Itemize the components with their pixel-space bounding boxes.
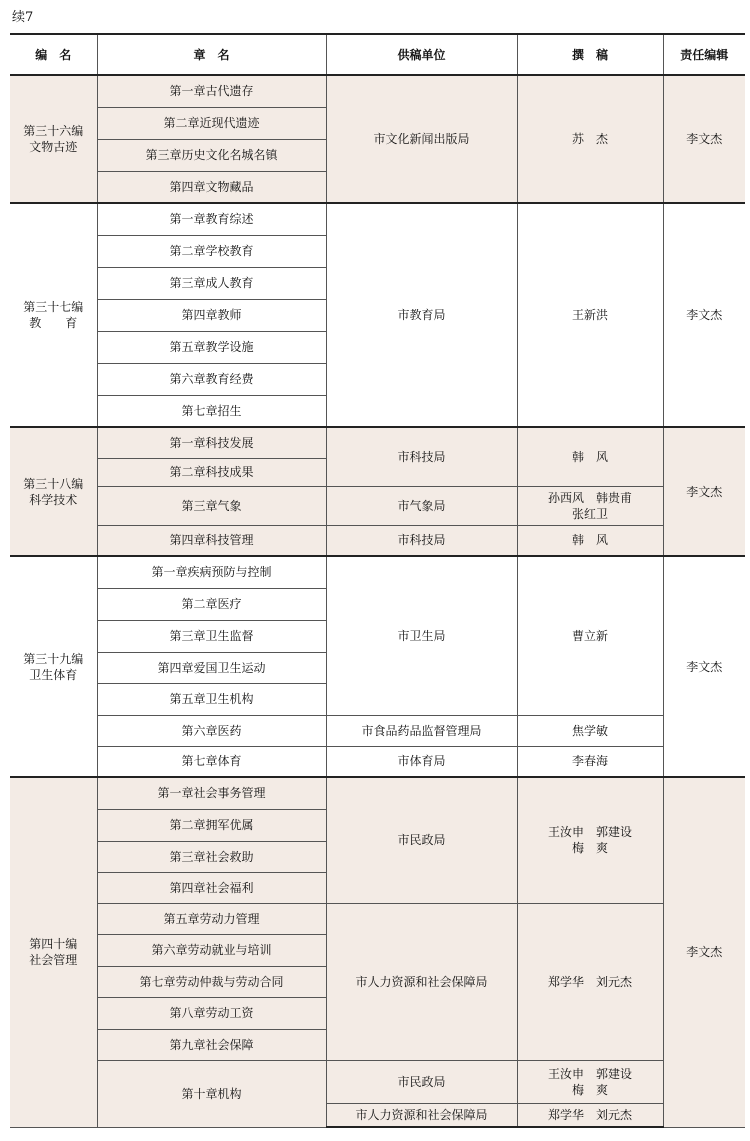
supply-unit-cell: 市民政局 bbox=[326, 1060, 517, 1103]
table-row bbox=[10, 715, 745, 746]
chapter-cell: 第一章疾病预防与控制 bbox=[97, 556, 326, 588]
chapter-cell: 第三章历史文化名城名镇 bbox=[97, 139, 326, 171]
editor-cell: 李文杰 bbox=[663, 556, 745, 777]
header-writer: 撰 稿 bbox=[517, 34, 663, 75]
section-name: 第四十编 社会管理 bbox=[10, 777, 97, 1127]
supply-unit-cell: 市科技局 bbox=[326, 525, 517, 556]
supply-unit-cell: 市人力资源和社会保障局 bbox=[326, 903, 517, 1060]
chapter-cell: 第一章古代遗存 bbox=[97, 75, 326, 107]
writer-cell: 曹立新 bbox=[517, 556, 663, 715]
chapter-cell: 第四章科技管理 bbox=[97, 525, 326, 556]
table-row bbox=[10, 556, 745, 588]
chapter-cell: 第五章卫生机构 bbox=[97, 683, 326, 715]
section-name: 第三十六编 文物古迹 bbox=[10, 75, 97, 203]
supply-unit-cell: 市科技局 bbox=[326, 427, 517, 486]
chapter-cell: 第六章医药 bbox=[97, 715, 326, 746]
chapter-cell: 第二章科技成果 bbox=[97, 458, 326, 486]
table-row bbox=[10, 203, 745, 235]
chapter-cell: 第四章爱国卫生运动 bbox=[97, 652, 326, 683]
chapter-cell: 第六章教育经费 bbox=[97, 363, 326, 395]
writer-cell: 焦学敏 bbox=[517, 715, 663, 746]
chapter-cell: 第五章劳动力管理 bbox=[97, 903, 326, 934]
chapter-cell: 第五章教学设施 bbox=[97, 331, 326, 363]
chapter-cell: 第七章体育 bbox=[97, 746, 326, 777]
table-row bbox=[10, 75, 745, 107]
table-row bbox=[10, 1060, 745, 1103]
section-name: 第三十七编 教 育 bbox=[10, 203, 97, 427]
chapter-cell: 第八章劳动工资 bbox=[97, 997, 326, 1029]
writer-cell: 王汝申 郭建设 梅 爽 bbox=[517, 777, 663, 903]
writer-cell: 韩 风 bbox=[517, 427, 663, 486]
table-row bbox=[10, 427, 745, 458]
supply-unit-cell: 市卫生局 bbox=[326, 556, 517, 715]
header-row bbox=[10, 34, 745, 75]
table-row bbox=[10, 777, 745, 809]
chapter-cell: 第一章社会事务管理 bbox=[97, 777, 326, 809]
writer-cell: 王新洪 bbox=[517, 203, 663, 427]
header-chapter-name: 章 名 bbox=[97, 34, 326, 75]
supply-unit-cell: 市教育局 bbox=[326, 203, 517, 427]
editor-cell: 李文杰 bbox=[663, 75, 745, 203]
writer-cell: 郑学华 刘元杰 bbox=[517, 1103, 663, 1127]
section-name: 第三十八编 科学技术 bbox=[10, 427, 97, 556]
supply-unit-cell: 市民政局 bbox=[326, 777, 517, 903]
chapter-cell: 第二章学校教育 bbox=[97, 235, 326, 267]
chapter-cell: 第九章社会保障 bbox=[97, 1029, 326, 1060]
table-caption: 续7 bbox=[12, 10, 34, 25]
editor-cell: 李文杰 bbox=[663, 427, 745, 556]
editorial-table bbox=[10, 33, 745, 1128]
writer-cell: 苏 杰 bbox=[517, 75, 663, 203]
header-editor: 责任编辑 bbox=[663, 34, 745, 75]
table-row bbox=[10, 903, 745, 934]
chapter-cell: 第三章成人教育 bbox=[97, 267, 326, 299]
chapter-cell: 第二章拥军优属 bbox=[97, 809, 326, 841]
editor-cell: 李文杰 bbox=[663, 777, 745, 1127]
supply-unit-cell: 市人力资源和社会保障局 bbox=[326, 1103, 517, 1127]
chapter-cell: 第三章社会救助 bbox=[97, 841, 326, 872]
supply-unit-cell: 市食品药品监督管理局 bbox=[326, 715, 517, 746]
writer-cell: 孙西风 韩贵甫 张红卫 bbox=[517, 486, 663, 525]
chapter-cell: 第六章劳动就业与培训 bbox=[97, 934, 326, 966]
supply-unit-cell: 市气象局 bbox=[326, 486, 517, 525]
chapter-cell: 第七章招生 bbox=[97, 395, 326, 427]
writer-cell: 郑学华 刘元杰 bbox=[517, 903, 663, 1060]
chapter-cell: 第二章近现代遗迹 bbox=[97, 107, 326, 139]
table-row bbox=[10, 525, 745, 556]
table-row bbox=[10, 486, 745, 525]
chapter-cell: 第七章劳动仲裁与劳动合同 bbox=[97, 966, 326, 997]
chapter-cell: 第一章科技发展 bbox=[97, 427, 326, 458]
writer-cell: 李春海 bbox=[517, 746, 663, 777]
chapter-cell: 第四章文物藏品 bbox=[97, 171, 326, 203]
supply-unit-cell: 市文化新闻出版局 bbox=[326, 75, 517, 203]
chapter-cell: 第十章机构 bbox=[97, 1060, 326, 1127]
chapter-cell: 第三章气象 bbox=[97, 486, 326, 525]
header-section-name: 编 名 bbox=[10, 34, 97, 75]
chapter-cell: 第四章教师 bbox=[97, 299, 326, 331]
chapter-cell: 第三章卫生监督 bbox=[97, 620, 326, 652]
table-row bbox=[10, 746, 745, 777]
section-name: 第三十九编 卫生体育 bbox=[10, 556, 97, 777]
chapter-cell: 第二章医疗 bbox=[97, 588, 326, 620]
writer-cell: 王汝申 郭建设 梅 爽 bbox=[517, 1060, 663, 1103]
writer-cell: 韩 风 bbox=[517, 525, 663, 556]
chapter-cell: 第一章教育综述 bbox=[97, 203, 326, 235]
supply-unit-cell: 市体育局 bbox=[326, 746, 517, 777]
editor-cell: 李文杰 bbox=[663, 203, 745, 427]
chapter-cell: 第四章社会福利 bbox=[97, 872, 326, 903]
header-supply-unit: 供稿单位 bbox=[326, 34, 517, 75]
